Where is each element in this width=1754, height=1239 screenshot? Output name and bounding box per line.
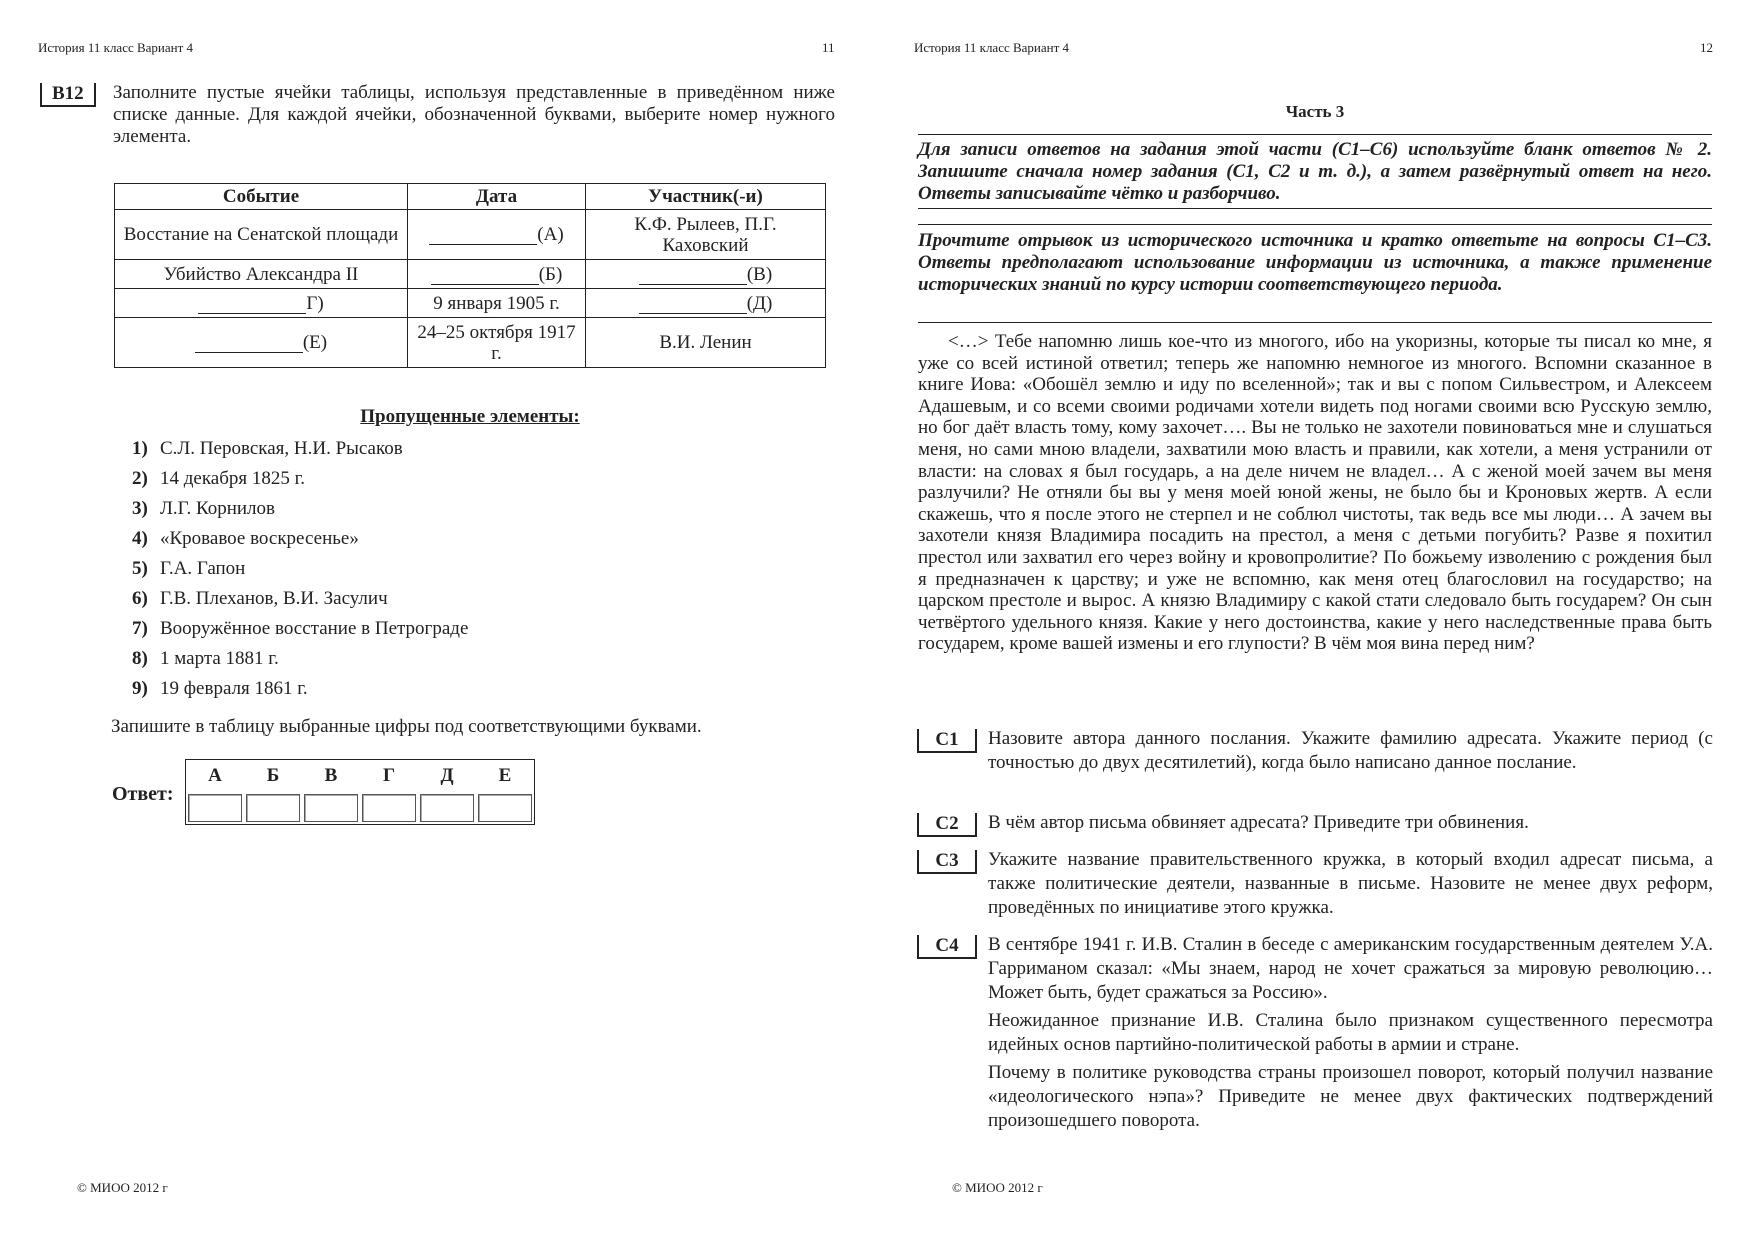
table-row [115, 210, 826, 260]
table-header-row [115, 184, 826, 210]
cell-blank-a: (А) [408, 210, 586, 260]
list-item: 8) 1 марта 1881 г. [132, 648, 279, 669]
answer-cell-b[interactable] [246, 794, 300, 822]
list-item: 1) С.Л. Перовская, Н.И. Рысаков [132, 438, 403, 459]
answer-letter: В [324, 765, 338, 786]
write-instruction: Запишите в таблицу выбранные цифры под соответствующими буквами. [111, 716, 702, 737]
cell: В.И. Ленин [586, 318, 826, 368]
answer-letter: Е [498, 765, 512, 786]
col-header-date: Дата [408, 184, 586, 210]
list-item: 9) 19 февраля 1861 г. [132, 678, 308, 699]
question-c3: С3 Укажите название правительственного кружка, в который входил адресат письма, а также политические деятели, названные в письме. Назовите не менее двух реформ, проведённых по инициативе этого кружка. [917, 848, 1713, 924]
question-c4: С4 В сентябре 1941 г. И.В. Сталин в беседе с американским государственным деятелем У.А. Гарриманом сказал: «Мы знаем, народ не хочет сражаться за мировую революцию… Может быть, будет сражаться за Россию». Неожиданное признание И.В. Сталина было признаком существенного пересмотра идейных основ партийно-политической работы в армии и стране. Почему в политике руководства страны произошел поворот, который получил название «идеологического нэпа»? Приведите не менее двух фактических подтверждений произошедшего поворота. [917, 933, 1713, 1137]
cell: 24–25 октября 1917 г. [408, 318, 586, 368]
col-header-participants: Участник(-и) [586, 184, 826, 210]
answer-letter: А [208, 765, 222, 786]
cell-blank-v: (В) [586, 260, 826, 289]
task-b12-label: В12 [40, 83, 96, 107]
divider [918, 134, 1712, 135]
missing-elements-title: Пропущенные элементы: [360, 406, 580, 427]
answer-cell-e[interactable] [478, 794, 532, 822]
divider [918, 322, 1712, 323]
list-item: 6) Г.В. Плеханов, В.И. Засулич [132, 588, 388, 609]
answer-letter: Г [382, 765, 396, 786]
col-header-event: Событие [115, 184, 408, 210]
question-c2: С2 В чём автор письма обвиняет адресата? Приведите три обвинения. [917, 811, 1713, 839]
missing-elements-list [132, 434, 468, 704]
part-instruction: Для записи ответов на задания этой части (С1–С6) используйте бланк ответов № 2. Запишите сначала номер задания (С1, С2 и т. д.), а затем развёрнутый ответ на него. Ответы записывайте чётко и разборчиво. [918, 139, 1712, 204]
list-item: 4) «Кровавое воскресенье» [132, 528, 359, 549]
divider [918, 224, 1712, 225]
cell-blank-e: (Е) [115, 318, 408, 368]
table-row [115, 260, 826, 289]
right-page-footer: © МИОО 2012 г [952, 1180, 1043, 1195]
table-row [115, 289, 826, 318]
source-passage: <…> Тебе напомню лишь кое-что из многого, ибо на укоризны, которые ты писал ко мне, я уже со всей истиной ответил; теперь же напомню немногое из многого. Вспомни сказанное в книге Иова: «Обошёл землю и иду по вселенной»; так и вы с попом Сильвестром, и Алексеем Адашевым, и со всеми своими родичами хотели видеть под ногами своими всю Русскую землю, но бог даёт власть тому, кому захочет…. Вы не только не захотели повиноваться мне и слушаться меня, но сами мною владели, захватили мою власть и правили, как хотели, а меня устранили от власти: на словах я был государь, а на деле ничем не владел… А с женой моей зачем вы меня разлучили? Не отняли бы вы у меня моей юной жены, не было бы и Кроновых жертв. А если скажешь, что я после этого не стерпел и не соблюл чистоты, так ведь все мы люди… А зачем вы захотели князя Владимира посадить на престол, а меня с детьми погубить? Разве я похитил престол или захватил его через войну и кровопролитие? По божьему изволению с рождения был я предназначен к царству; и уже не вспомню, как меня отец благословил на государство; на царском престоле и вырос. А князю Владимиру с какой стати следовало быть государем? Он сын четвёртого удельного князя. Какие у него достоинства, какие у него наследственные права быть государем, кроме вашей измены и его глупости? В чём моя вина перед ним? [918, 331, 1712, 655]
cell: Убийство Александра II [115, 260, 408, 289]
cell: 9 января 1905 г. [408, 289, 586, 318]
list-item: 2) 14 декабря 1825 г. [132, 468, 306, 489]
task-b12-instruction: Заполните пустые ячейки таблицы, используя представленные в приведённом ниже списке данные. Для каждой ячейки, обозначенной буквами, выберите номер нужного элемента. [113, 82, 835, 147]
answer-label: Ответ: [112, 783, 174, 805]
left-page-header: История 11 класс Вариант 4 [38, 40, 194, 55]
source-instruction: Прочтите отрывок из исторического источника и кратко ответьте на вопросы С1–С3. Ответы предполагают использование информации из источника, а также применение исторических знаний по курсу истории соответствующего периода. [918, 230, 1712, 295]
cell: Восстание на Сенатской площади [115, 210, 408, 260]
list-item: 3) Л.Г. Корнилов [132, 498, 275, 519]
cell-blank-g: Г) [115, 289, 408, 318]
right-page-number: 12 [1700, 40, 1713, 55]
cell: К.Ф. Рылеев, П.Г. Каховский [586, 210, 826, 260]
list-item: 7) Вооружённое восстание в Петрограде [132, 618, 469, 639]
part-title: Часть 3 [1285, 102, 1345, 121]
left-page-number: 11 [822, 40, 835, 55]
question-c1: С1 Назовите автора данного послания. Укажите фамилию адресата. Укажите период (с точностью до двух десятилетий), когда было написано данное послание. [917, 727, 1713, 779]
cell-blank-d: (Д) [586, 289, 826, 318]
events-table [114, 183, 826, 368]
answer-cell-g[interactable] [362, 794, 416, 822]
left-page-footer: © МИОО 2012 г [77, 1180, 168, 1195]
answer-letter: Б [266, 765, 280, 786]
answer-cell-v[interactable] [304, 794, 358, 822]
answer-table [185, 759, 535, 825]
table-row [115, 318, 826, 368]
answer-letter: Д [440, 765, 454, 786]
right-page-header: История 11 класс Вариант 4 [914, 40, 1070, 55]
divider [918, 208, 1712, 209]
list-item: 5) Г.А. Гапон [132, 558, 246, 579]
answer-cell-d[interactable] [420, 794, 474, 822]
answer-cell-a[interactable] [188, 794, 242, 822]
cell-blank-b: (Б) [408, 260, 586, 289]
